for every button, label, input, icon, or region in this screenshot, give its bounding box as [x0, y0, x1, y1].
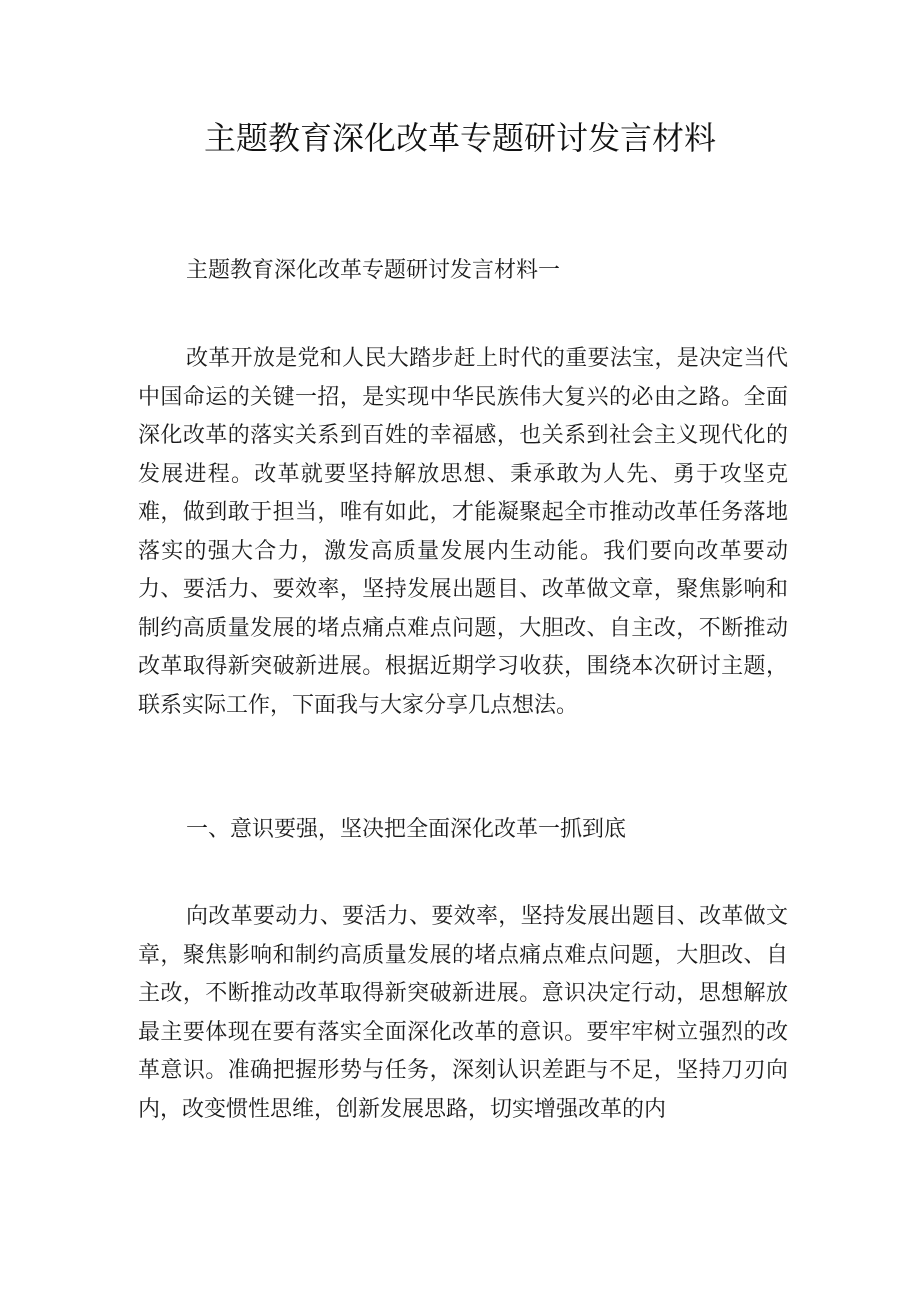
paragraph-intro: 改革开放是党和人民大踏步赶上时代的重要法宝，是决定当代中国命运的关键一招，是实现中华民族伟大复兴的必由之路。全面深化改革的落实关系到百姓的幸福感，也关系到社会主义现代化的发展进程。改革就要坚持解放思想、秉承敢为人先、勇于攻坚克难，做到敢于担当，唯有如此，才能凝聚起全市推动改革任务落地落实的强大合力，激发高质量发展内生动能。我们要向改革要动力、要活力、要效率，坚持发展出题目、改革做文章，聚焦影响和制约高质量发展的堵点痛点难点问题，大胆改、自主改，不断推动改革取得新突破新进展。根据近期学习收获，围绕本次研讨主题，联系实际工作，下面我与大家分享几点想法。 [138, 346, 788, 718]
document-subtitle: 主题教育深化改革专题研讨发言材料一 [186, 258, 561, 283]
document-title: 主题教育深化改革专题研讨发言材料 [203, 119, 716, 157]
section-heading-1: 一、意识要强，坚决把全面深化改革一抓到底 [186, 817, 627, 842]
paragraph-section-1: 向改革要动力、要活力、要效率，坚持发展出题目、改革做文章，聚焦影响和制约高质量发展的堵点痛点难点问题，大胆改、自主改，不断推动改革取得新突破新进展。意识决定行动，思想解放最主要体现在要有落实全面深化改革的意识。要牢牢树立强烈的改革意识。准确把握形势与任务，深刻认识差距与不足，坚持刀刃向内，改变惯性思维，创新发展思路，切实增强改革的内 [138, 904, 788, 1122]
